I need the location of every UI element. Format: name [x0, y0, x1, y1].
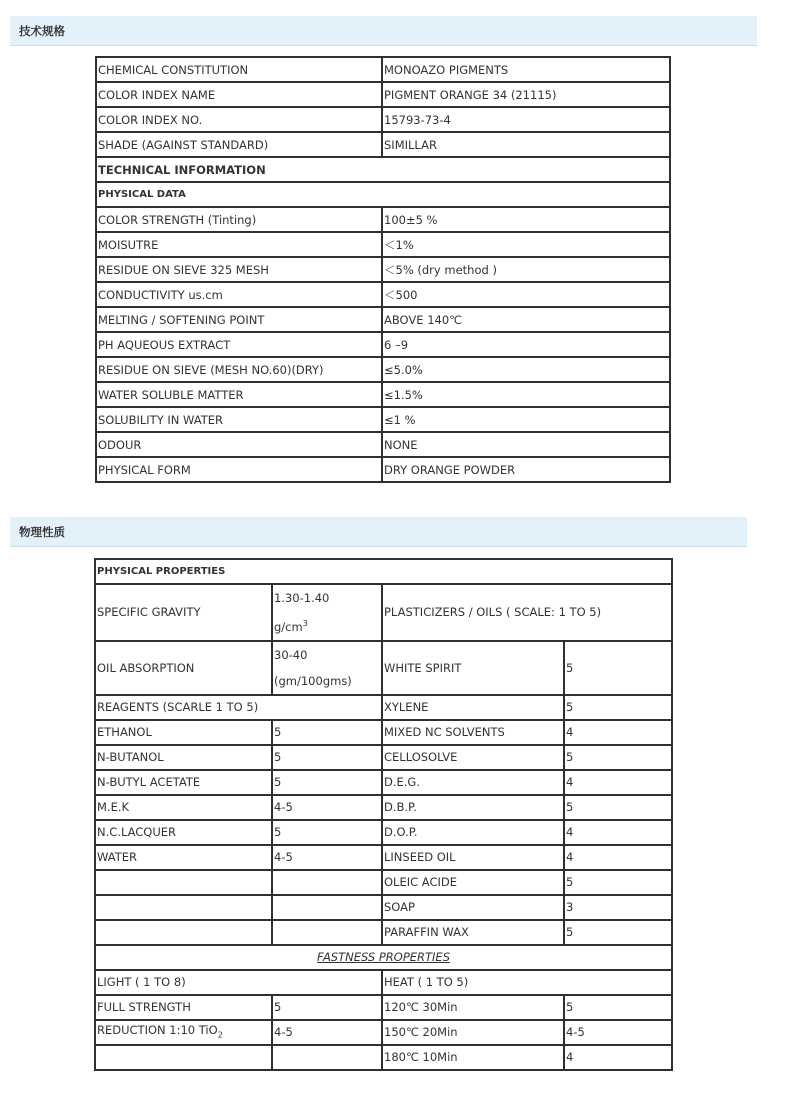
- spec-label: WATER SOLUBLE MATTER: [96, 382, 382, 407]
- table-row: [96, 332, 670, 357]
- oil-label: SOAP: [382, 895, 564, 920]
- white-spirit-value: 5: [564, 641, 672, 695]
- oil-label: D.O.P.: [382, 820, 564, 845]
- oil-value: 3: [564, 895, 672, 920]
- reduction-label: REDUCTION 1:10 TiO: [97, 1022, 218, 1037]
- specific-gravity-unit: g/cm: [274, 619, 303, 634]
- spec-value: DRY ORANGE POWDER: [382, 457, 670, 482]
- xylene-label: XYLENE: [382, 695, 564, 720]
- spec-label: SHADE (AGAINST STANDARD): [96, 132, 382, 157]
- table-row: [96, 357, 670, 382]
- oil-value: 5: [564, 920, 672, 945]
- light-value: 4-5: [272, 1020, 382, 1045]
- table-row: [95, 870, 672, 895]
- heat-value: 4-5: [564, 1020, 672, 1045]
- oil-value: 5: [564, 795, 672, 820]
- oil-absorption-range: 30-40: [274, 647, 308, 662]
- reagent-value: 4-5: [272, 845, 382, 870]
- spec-value: ＜500: [382, 282, 670, 307]
- xylene-value: 5: [564, 695, 672, 720]
- spec-label: RESIDUE ON SIEVE (MESH NO.60)(DRY): [96, 357, 382, 382]
- spec-label: COLOR INDEX NO.: [96, 107, 382, 132]
- table-row: [95, 641, 672, 695]
- table-row: [96, 257, 670, 282]
- reagent-value: [272, 895, 382, 920]
- oil-label: D.E.G.: [382, 770, 564, 795]
- reagent-value: 5: [272, 720, 382, 745]
- spec-label: CONDUCTIVITY us.cm: [96, 282, 382, 307]
- spec-label: COLOR INDEX NAME: [96, 82, 382, 107]
- spec-value: ≤5.0%: [382, 357, 670, 382]
- reagent-label: ETHANOL: [95, 720, 272, 745]
- specific-gravity-label: SPECIFIC GRAVITY: [95, 584, 272, 641]
- reagent-value: 5: [272, 745, 382, 770]
- heat-label: 150℃ 20Min: [382, 1020, 564, 1045]
- oil-absorption-label: OIL ABSORPTION: [95, 641, 272, 695]
- table-row: [95, 1045, 672, 1070]
- physical-properties-table: [94, 558, 673, 1071]
- spec-value: 100±5 %: [382, 207, 670, 232]
- table-row: [95, 584, 672, 641]
- specific-gravity-value: [272, 584, 382, 641]
- oil-label: D.B.P.: [382, 795, 564, 820]
- table-row: [95, 695, 672, 720]
- spec-value: ABOVE 140℃: [382, 307, 670, 332]
- reagents-heading: REAGENTS (SCARLE 1 TO 5): [95, 695, 382, 720]
- oil-label: MIXED NC SOLVENTS: [382, 720, 564, 745]
- section-title: 技术规格: [19, 24, 65, 38]
- heat-heading: HEAT ( 1 TO 5): [382, 970, 672, 995]
- spec-value: MONOAZO PIGMENTS: [382, 57, 670, 82]
- oil-value: 5: [564, 745, 672, 770]
- reagent-label: N.C.LACQUER: [95, 820, 272, 845]
- table-row: [96, 157, 670, 182]
- table-row: [95, 845, 672, 870]
- oil-value: 4: [564, 770, 672, 795]
- table-row: [96, 407, 670, 432]
- table-row: [95, 770, 672, 795]
- table-row: [96, 432, 670, 457]
- light-value: [272, 1045, 382, 1070]
- table-row: [95, 920, 672, 945]
- technical-spec-table: [95, 56, 671, 483]
- spec-label: COLOR STRENGTH (Tinting): [96, 207, 382, 232]
- spec-value: ≤1 %: [382, 407, 670, 432]
- heat-value: 4: [564, 1045, 672, 1070]
- oil-label: PARAFFIN WAX: [382, 920, 564, 945]
- table-row: [95, 795, 672, 820]
- section-header-physical-properties: [10, 517, 747, 547]
- table-row: [95, 559, 672, 584]
- oil-value: 4: [564, 845, 672, 870]
- spec-label: ODOUR: [96, 432, 382, 457]
- table-row: [96, 382, 670, 407]
- spec-label: RESIDUE ON SIEVE 325 MESH: [96, 257, 382, 282]
- reduction-subscript: 2: [217, 1029, 223, 1039]
- spec-value: 15793-73-4: [382, 107, 670, 132]
- section-header-technical-spec: [10, 16, 757, 46]
- unit-superscript: 3: [302, 619, 308, 628]
- table-row: [96, 82, 670, 107]
- spec-label: PHYSICAL FORM: [96, 457, 382, 482]
- spec-value: ≤1.5%: [382, 382, 670, 407]
- table-row: [95, 820, 672, 845]
- reagent-label: [95, 920, 272, 945]
- table-row: [96, 207, 670, 232]
- table-row: [95, 895, 672, 920]
- oil-value: 4: [564, 720, 672, 745]
- table-row: [96, 182, 670, 207]
- table-row: [96, 57, 670, 82]
- reagent-value: 5: [272, 820, 382, 845]
- oil-label: OLEIC ACIDE: [382, 870, 564, 895]
- reagent-label: M.E.K: [95, 795, 272, 820]
- spec-label: SOLUBILITY IN WATER: [96, 407, 382, 432]
- oil-absorption-unit: (gm/100gms): [274, 673, 352, 688]
- spec-value: PIGMENT ORANGE 34 (21115): [382, 82, 670, 107]
- table-row: [95, 995, 672, 1020]
- spec-label: CHEMICAL CONSTITUTION: [96, 57, 382, 82]
- table-row: [95, 720, 672, 745]
- table-row: [96, 132, 670, 157]
- reagent-value: 5: [272, 770, 382, 795]
- oil-value: 5: [564, 870, 672, 895]
- table-row: [96, 307, 670, 332]
- physical-properties-heading: PHYSICAL PROPERTIES: [95, 559, 672, 584]
- reagent-label: N-BUTYL ACETATE: [95, 770, 272, 795]
- table-row: [96, 457, 670, 482]
- reagent-value: [272, 870, 382, 895]
- specific-gravity-range: 1.30-1.40: [274, 591, 330, 605]
- spec-value: SIMILLAR: [382, 132, 670, 157]
- white-spirit-label: WHITE SPIRIT: [382, 641, 564, 695]
- oil-absorption-value: [272, 641, 382, 695]
- spec-label: MOISUTRE: [96, 232, 382, 257]
- light-label: [95, 1020, 272, 1045]
- oil-label: LINSEED OIL: [382, 845, 564, 870]
- spec-label: PH AQUEOUS EXTRACT: [96, 332, 382, 357]
- oil-value: 4: [564, 820, 672, 845]
- table-row: [95, 945, 672, 970]
- reagent-label: [95, 870, 272, 895]
- spec-value: 6 –9: [382, 332, 670, 357]
- oil-label: CELLOSOLVE: [382, 745, 564, 770]
- spec-value: ＜1%: [382, 232, 670, 257]
- spec-value: NONE: [382, 432, 670, 457]
- table-row: [96, 107, 670, 132]
- technical-information-heading: TECHNICAL INFORMATION: [96, 157, 670, 182]
- heat-label: 180℃ 10Min: [382, 1045, 564, 1070]
- table-row: [96, 232, 670, 257]
- table-row: [95, 745, 672, 770]
- heat-value: 5: [564, 995, 672, 1020]
- physical-data-heading: PHYSICAL DATA: [96, 182, 670, 207]
- light-label: FULL STRENGTH: [95, 995, 272, 1020]
- spec-label: MELTING / SOFTENING POINT: [96, 307, 382, 332]
- light-value: 5: [272, 995, 382, 1020]
- table-row: [95, 970, 672, 995]
- reagent-value: 4-5: [272, 795, 382, 820]
- plasticizers-heading: PLASTICIZERS / OILS ( SCALE: 1 TO 5): [382, 584, 672, 641]
- spec-value: ＜5% (dry method ): [382, 257, 670, 282]
- reagent-value: [272, 920, 382, 945]
- heat-label: 120℃ 30Min: [382, 995, 564, 1020]
- table-row: [95, 1020, 672, 1045]
- reagent-label: N-BUTANOL: [95, 745, 272, 770]
- fastness-properties-heading: FASTNESS PROPERTIES: [95, 945, 672, 970]
- light-heading: LIGHT ( 1 TO 8): [95, 970, 382, 995]
- reagent-label: WATER: [95, 845, 272, 870]
- table-row: [96, 282, 670, 307]
- section-title: 物理性质: [19, 525, 65, 539]
- light-label: [95, 1045, 272, 1070]
- reagent-label: [95, 895, 272, 920]
